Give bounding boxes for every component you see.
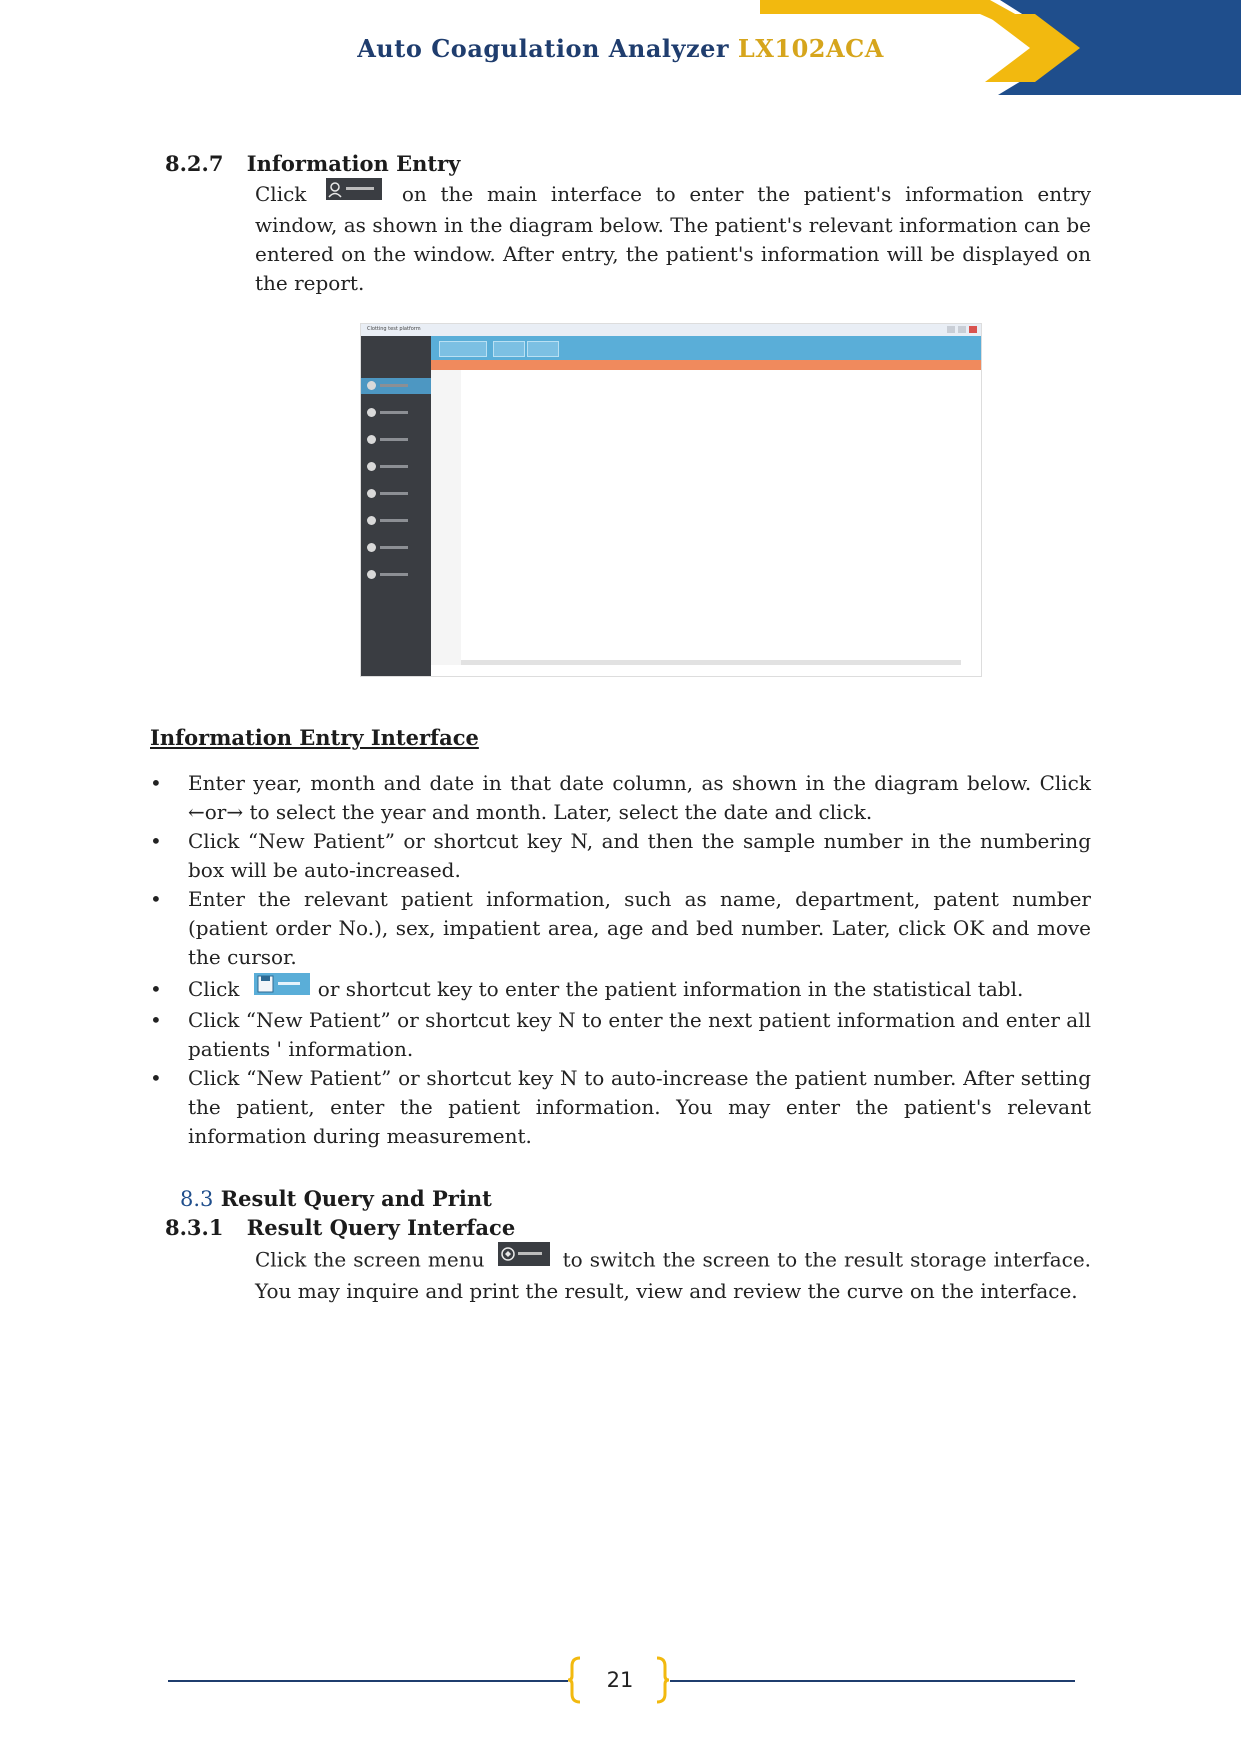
paragraph-text-start: Click bbox=[255, 182, 307, 206]
page-number: 21 bbox=[606, 1668, 634, 1692]
screenshot-delete-button bbox=[527, 341, 559, 357]
screenshot-table-rowheader bbox=[431, 370, 461, 665]
sidebar-item-result bbox=[367, 516, 423, 526]
sidebar-item-test bbox=[367, 408, 423, 418]
screenshot-titlebar bbox=[361, 324, 981, 336]
footer-line-left bbox=[168, 1680, 568, 1682]
save-button-icon bbox=[254, 973, 310, 1003]
screenshot-table-area bbox=[431, 370, 981, 665]
screenshot-horizontal-scrollbar bbox=[461, 660, 961, 665]
list-item: • Click “New Patient” or shortcut key N to auto-increase the patient number. After setting the patient, enter the patient information. You may enter the patient's relevant information during measurement. bbox=[150, 1065, 1091, 1148]
footer-line-right bbox=[670, 1680, 1075, 1682]
patient-button-icon bbox=[326, 178, 382, 208]
section-8-2-7-paragraph bbox=[255, 180, 1091, 298]
section-number: 8.3.1 bbox=[165, 1215, 224, 1240]
sidebar-item-patient bbox=[367, 381, 423, 391]
section-8-3-1-paragraph bbox=[255, 1245, 1091, 1306]
list-item: • Enter year, month and date in that date column, as shown in the diagram below. Click ←or→ to select the year and month. Later, select the date and click. bbox=[150, 771, 1091, 824]
section-title: Result Query Interface bbox=[246, 1215, 516, 1240]
screenshot-sidebar bbox=[361, 336, 431, 676]
list-item: • Enter the relevant patient information, such as name, department, patent number (patient order No.), sex, impatient area, age and bed number. Later, click OK and move the cursor. bbox=[150, 887, 1091, 969]
paragraph-text-start: Click the screen menu bbox=[255, 1247, 485, 1272]
document-header-title bbox=[0, 34, 1241, 63]
screenshot-date-box bbox=[439, 341, 487, 357]
section-heading-8-3-1 bbox=[165, 1215, 515, 1240]
section-title: Result Query and Print bbox=[220, 1186, 492, 1211]
section-title: Information Entry bbox=[246, 151, 461, 176]
patient-entry-screenshot bbox=[360, 323, 982, 677]
section-number: 8.2.7 bbox=[165, 151, 224, 176]
paragraph-text-rest: to switch the screen to the result storage interface. You may inquire and print the result, view and review the curve on the interface. bbox=[255, 1247, 1092, 1303]
section-heading-8-3 bbox=[180, 1186, 492, 1211]
close-icon bbox=[969, 326, 977, 333]
section-heading-8-2-7 bbox=[165, 151, 460, 176]
sidebar-item-qc bbox=[367, 435, 423, 445]
information-entry-interface-title: Information Entry Interface bbox=[150, 725, 479, 750]
paragraph-text-rest: on the main interface to enter the patient's information entry window, as shown in the diagram below. The patient's relevant information can be entered on the window. After entry, the patient's information will be displayed on the report. bbox=[255, 182, 1091, 295]
minimize-icon bbox=[947, 326, 955, 333]
page-number-bracket-right-icon bbox=[655, 1656, 669, 1704]
section-number: 8.3 bbox=[180, 1187, 214, 1211]
maximize-icon bbox=[958, 326, 966, 333]
screenshot-save-button bbox=[493, 341, 525, 357]
page-number-bracket-left-icon bbox=[568, 1656, 582, 1704]
sidebar-item-calibration bbox=[367, 462, 423, 472]
list-item: • Click “New Patient” or shortcut key N, and then the sample number in the numbering box will be auto-increased. bbox=[150, 829, 1091, 882]
header-title-model: LX102ACA bbox=[737, 34, 884, 63]
sidebar-item-about bbox=[367, 570, 423, 580]
header-title-main: Auto Coagulation Analyzer bbox=[357, 34, 738, 63]
sidebar-item-items bbox=[367, 489, 423, 499]
information-entry-bullet-list bbox=[150, 769, 1091, 1151]
screenshot-toolbar bbox=[431, 336, 981, 360]
sidebar-item-setting bbox=[367, 543, 423, 553]
list-item: • Click “New Patient” or shortcut key N to enter the next patient information and enter all patients ' information. bbox=[150, 1007, 1091, 1061]
screenshot-table-header bbox=[431, 360, 981, 370]
screenshot-window-title: Clotting test platform bbox=[367, 326, 421, 332]
list-item: • Click or shortcut key to enter the patient information in the statistical tabl. bbox=[150, 975, 1091, 1006]
result-button-icon bbox=[498, 1242, 550, 1274]
